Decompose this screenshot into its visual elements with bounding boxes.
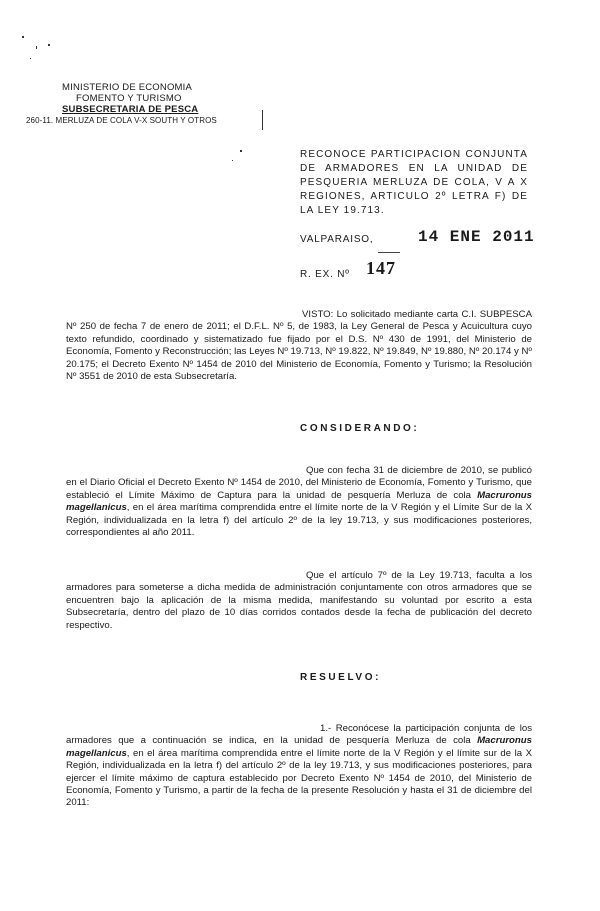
visto-lead: VISTO: [302,309,334,320]
considerando-1-text-b: , en el área marítima comprendida entre el límite norte de la V Región y el Límite Sur de la X Región, individualizada en la letra f) del artículo 2º de la ley 19.713, y sus modificaciones posteriores, correspondientes al año 2011. [66,502,532,539]
ministry-header [62,82,242,115]
visto-paragraph [66,309,532,383]
resuelvo-paragraph-1 [66,723,532,810]
file-code: 260-11. MERLUZA DE COLA V-X SOUTH Y OTROS [26,116,217,125]
resuelvo-1-text-b: , en el área marítima comprendida entre el límite norte de la V Región y el límite sur de la X Región, individualizada en la letra f) del artículo 2º de la ley 19.713, y sus modificaciones posteriores, para ejercer el límite máximo de captura establecido por Decreto Exento Nº 1454 de 2010, del Ministerio de Economía, Fomento y Turismo, a partir de la fecha de la presente Resolución y hasta el 31 de diciembre del 2011: [66,747,532,809]
scan-mark [262,110,263,130]
visto-text: Lo solicitado mediante carta C.I. SUBPESCA Nº 250 de fecha 7 de enero de 2011; el D.F.L. Nº 5, de 1983, la Ley General de Pesca y Acuicultura cuyo texto refundido, coordinado y sistematizado fue fijado por el D.S. Nº 430 de 1991, del Ministerio de Economía, Fomento y Reconstrucción; las Leyes Nº 19.713, Nº 19.822, Nº 19.849, Nº 19.880, Nº 20.174 y Nº 20.175; el Decreto Exento Nº 1454 de 2010 del Ministerio de Economía, Fomento y Turismo; la Resolución Nº 3551 de 2010 de esta Subsecretaría. [66,309,533,383]
resuelvo-1-number: 1.- [320,723,332,734]
subsecretaria-name: SUBSECRETARIA DE PESCA [62,104,199,115]
species-name: Macruronus magellanicus [66,735,532,759]
considerando-heading: CONSIDERANDO: [300,423,420,434]
scan-mark [232,160,233,161]
date-stamp: 14 ENE 2011 [418,228,535,246]
scan-mark [22,36,24,38]
considerando-paragraph-1 [66,465,532,539]
scan-mark [48,44,50,46]
considerando-1-text-a: Que con fecha 31 de diciembre de 2010, se publicó en el Diario Oficial el Decreto Exento Nº 1454 de 2010, del Ministerio de Economía, Fomento y Turismo, que estableció el Límite Máximo de Captura para la unidad de pesquería Merluza de cola [66,465,532,501]
resuelvo-heading: RESUELVO: [300,672,381,683]
ministry-name-2: FOMENTO Y TURISMO [76,93,182,104]
scan-mark [30,58,31,59]
ministry-name: MINISTERIO DE ECONOMIA [62,82,193,93]
stamp-underline [378,252,400,253]
scan-mark [240,150,242,152]
rex-number: 147 [366,258,396,278]
species-name: Macruronus magellanicus [66,489,533,514]
rex-label: R. EX. Nº [300,269,350,280]
resolution-title: RECONOCE PARTICIPACION CONJUNTA DE ARMADORES EN LA UNIDAD DE PESQUERIA MERLUZA DE COLA, V A X REGIONES, ARTICULO 2º LETRA F) DE LA LEY 19.713. [300,149,528,216]
considerando-paragraph-2: Que el artículo 7º de la Ley 19.713, faculta a los armadores para someterse a dicha medida de administración conjuntamente con otros armadores que se encuentren bajo la aplicación de la misma medida, manifestando su voluntad por escrito a esta Subsecretaría, dentro del plazo de 10 días corridos contados desde la fecha de publicación del decreto respectivo. [66,570,532,631]
place-label: VALPARAISO, [300,234,374,245]
resuelvo-1-text-a: Reconócese la participación conjunta de los armadores que a continuación se indica, en la unidad de pesquería Merluza de cola [66,723,532,747]
scan-mark [36,46,37,49]
